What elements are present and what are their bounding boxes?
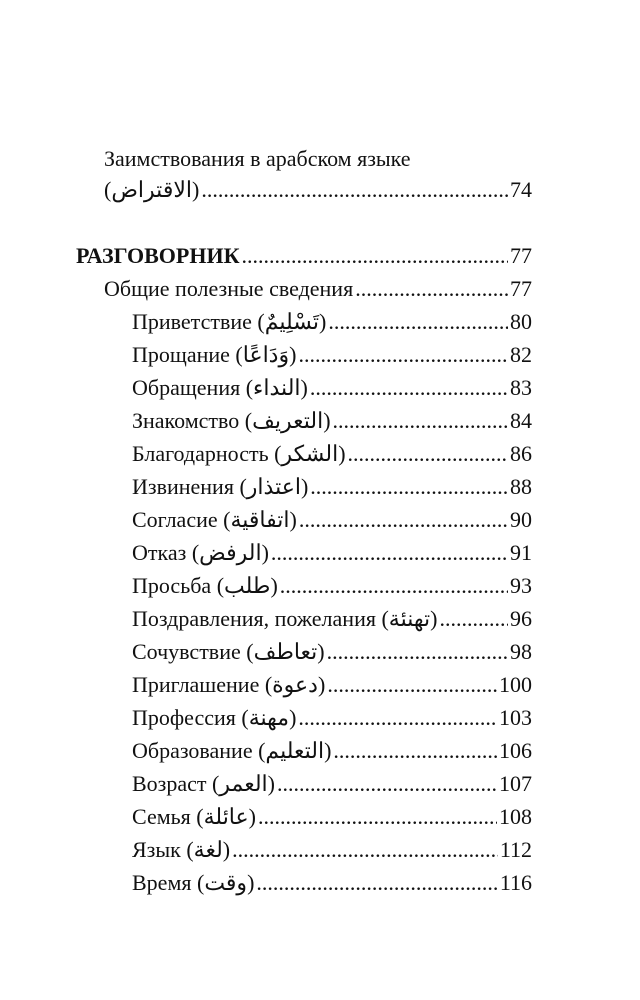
dot-leader [232, 837, 498, 863]
toc-entry-item[interactable] [132, 771, 532, 797]
dot-leader [310, 474, 508, 500]
toc-entry-title: Образование (التعليم) [132, 738, 332, 763]
dot-leader [242, 243, 508, 269]
toc-entry-title: Сочувствие (تعاطف) [132, 639, 325, 664]
dot-leader [280, 573, 508, 599]
toc-entry-title: (الاقتراض) [104, 177, 200, 202]
toc-page-number: 90 [510, 507, 532, 532]
dot-leader [298, 342, 508, 368]
toc-entry-subsection[interactable] [104, 276, 532, 302]
dot-leader [333, 408, 508, 434]
toc-entry-item[interactable] [132, 705, 532, 731]
dot-leader [327, 639, 508, 665]
dot-leader [348, 441, 508, 467]
dot-leader [310, 375, 508, 401]
toc-entry-item[interactable] [132, 441, 532, 467]
toc-entry-title: Приветствие (تَسْلِيمٌ) [132, 309, 327, 334]
dot-leader [271, 540, 508, 566]
toc-entry-item[interactable] [132, 672, 532, 698]
toc-page-number: 93 [510, 573, 532, 598]
dot-leader [258, 804, 497, 830]
toc-entry-title: Возраст (العمر) [132, 771, 275, 796]
dot-leader [355, 276, 508, 302]
toc-entry-item[interactable] [132, 474, 532, 500]
toc-page-number: 77 [510, 243, 532, 268]
dot-leader [328, 309, 508, 335]
toc-entry-title: Просьба (طلب) [132, 573, 278, 598]
toc-page-number: 98 [510, 639, 532, 664]
toc-entry-title: Приглашение (دعوة) [132, 672, 326, 697]
toc-entry-title: Язык (لغة) [132, 837, 231, 862]
toc-entry-title: Согласие (اتفاقية) [132, 507, 297, 532]
toc-entry-item[interactable] [132, 804, 532, 830]
dot-leader [333, 738, 497, 764]
toc-entry-item[interactable] [132, 606, 532, 632]
toc-entry-item[interactable] [132, 870, 532, 896]
toc-entry-item[interactable] [132, 342, 532, 368]
toc-entry-title: Поздравления, пожелания (تهنئة) [132, 606, 438, 631]
toc-page-number: 108 [499, 804, 532, 829]
toc-page-number: 86 [510, 441, 532, 466]
dot-leader [256, 870, 497, 896]
toc-page-number: 103 [499, 705, 532, 730]
toc-entry-title: Профессия (مهنة) [132, 705, 297, 730]
toc-page-number: 100 [499, 672, 532, 697]
toc-page-number: 77 [510, 276, 532, 301]
toc-entry-title: Благодарность (الشكر) [132, 441, 346, 466]
dot-leader [327, 672, 497, 698]
toc-entry-item[interactable] [132, 507, 532, 533]
toc-entry-section[interactable] [76, 243, 532, 269]
toc-intro-title: Заимствования в арабском языке [104, 146, 411, 171]
toc-entry-title: Семья (عائلة) [132, 804, 256, 829]
dot-leader [299, 507, 508, 533]
toc-entry-item[interactable] [132, 639, 532, 665]
toc-page-number: 84 [510, 408, 532, 433]
toc-page-number: 74 [510, 177, 532, 202]
toc-entry-item[interactable] [132, 309, 532, 335]
toc-page-number: 80 [510, 309, 532, 334]
toc-page-number: 107 [499, 771, 532, 796]
toc-page-number: 116 [499, 870, 532, 895]
toc-entry-item[interactable] [132, 408, 532, 434]
toc-entry-intro[interactable] [104, 177, 532, 203]
dot-leader [439, 606, 508, 632]
toc-page-number: 83 [510, 375, 532, 400]
dot-leader [201, 177, 508, 203]
toc-entry-title: Обращения (النداء) [132, 375, 308, 400]
toc-entry-title: Прощание (وَدَاعًا) [132, 342, 297, 367]
toc-page-number: 106 [499, 738, 532, 763]
toc-page-number: 112 [499, 837, 532, 862]
toc-entry-title: Отказ (الرفض) [132, 540, 269, 565]
toc-page-number: 91 [510, 540, 532, 565]
toc-section-title: РАЗГОВОРНИК [76, 243, 240, 268]
toc-entry-item[interactable] [132, 573, 532, 599]
toc-entry-item[interactable] [132, 375, 532, 401]
toc-entry-title: Время (وقت) [132, 870, 255, 895]
dot-leader [277, 771, 497, 797]
toc-entry-title: Знакомство (التعريف) [132, 408, 331, 433]
toc-page-number: 82 [510, 342, 532, 367]
toc-entry-item[interactable] [132, 540, 532, 566]
toc-entry-title: Извинения (اعتذار) [132, 474, 309, 499]
toc-page-number: 96 [510, 606, 532, 631]
toc-entry-item[interactable] [132, 837, 532, 863]
toc-entry-title: Общие полезные сведения [104, 276, 354, 301]
toc-page-number: 88 [510, 474, 532, 499]
toc-entry-item[interactable] [132, 738, 532, 764]
dot-leader [298, 705, 497, 731]
